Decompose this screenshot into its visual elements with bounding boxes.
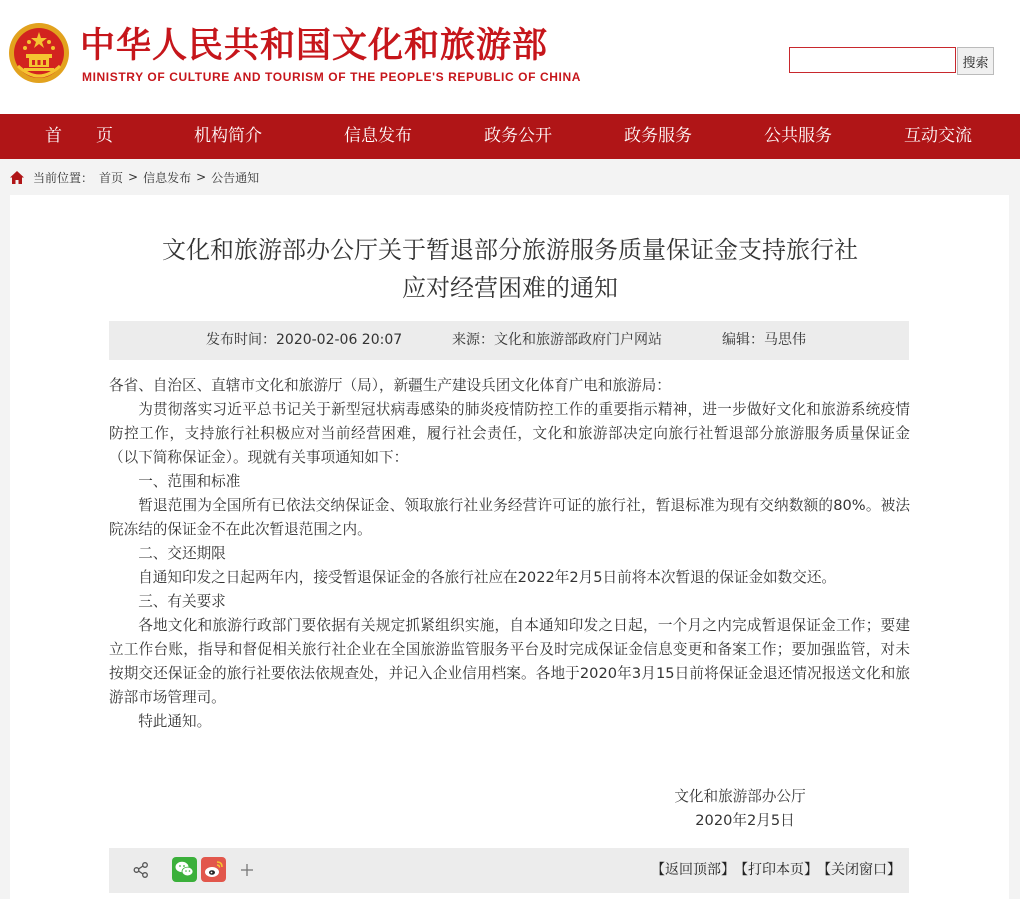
article-title <box>110 231 910 307</box>
section-heading: 三、有关要求 <box>138 593 226 610</box>
closing: 特此通知。 <box>138 713 212 730</box>
article-source: 来源：文化和旅游部政府门户网站 <box>452 332 662 348</box>
breadcrumb-separator: > <box>196 170 207 184</box>
nav-item-government-affairs[interactable]: 政务公开 <box>484 126 552 146</box>
paragraph: 自通知印发之日起两年内，接受暂退保证金的各旅行社应在2022年2月5日前将本次暂退的保证金如数交还。 <box>138 569 837 586</box>
more-share-icon[interactable] <box>241 864 253 876</box>
search-input[interactable] <box>789 47 956 73</box>
section-heading: 一、范围和标准 <box>138 473 241 490</box>
site-title: 中华人民共和国文化和旅游部 <box>80 26 549 66</box>
print-page-link[interactable]: 【打印本页】 <box>741 862 818 878</box>
share-icon[interactable] <box>133 862 149 878</box>
paragraph: 暂退范围为全国所有已依法交纳保证金、领取旅行社业务经营许可证的旅行社，暂退标准为现有交纳数额的80%。被法院冻结的保证金不在此次暂退范围之内。 <box>109 497 910 538</box>
nav-item-home[interactable]: 首 页 <box>45 126 113 146</box>
article-title-line2: 应对经营困难的通知 <box>402 274 618 302</box>
site-subtitle: MINISTRY OF CULTURE AND TOURISM OF THE PEOPLE'S REPUBLIC OF CHINA <box>82 70 581 84</box>
signature: 文化和旅游部办公厅 <box>674 788 806 805</box>
breadcrumb-notices[interactable]: 公告通知 <box>211 170 260 185</box>
nav-item-organization[interactable]: 机构简介 <box>194 126 262 146</box>
breadcrumb-news[interactable]: 信息发布 <box>143 170 192 185</box>
nav-item-public-services[interactable]: 公共服务 <box>764 126 832 146</box>
site-header <box>0 0 1020 114</box>
share-bar <box>109 848 909 893</box>
section-heading: 二、交还期限 <box>138 545 226 562</box>
main-nav <box>0 114 1020 159</box>
close-window-link[interactable]: 【关闭窗口】 <box>824 862 901 878</box>
paragraph: 为贯彻落实习近平总书记关于新型冠状病毒感染的肺炎疫情防控工作的重要指示精神，进一步做好文化和旅游系统疫情防控工作，支持旅行社积极应对当前经营困难，履行社会责任，文化和旅游部决定向旅行社暂退部分旅游服务质量保证金（以下简称保证金）。现就有关事项通知如下： <box>109 401 910 466</box>
breadcrumb-prefix: 当前位置： <box>33 170 94 185</box>
breadcrumb-separator: > <box>128 170 139 184</box>
weibo-icon[interactable] <box>201 857 226 882</box>
publish-time: 发布时间：2020-02-06 20:07 <box>206 332 403 348</box>
nav-item-news[interactable]: 信息发布 <box>344 126 412 146</box>
article-title-line1: 文化和旅游部办公厅关于暂退部分旅游服务质量保证金支持旅行社 <box>162 236 858 264</box>
signature-date: 2020年2月5日 <box>695 812 795 829</box>
breadcrumb-home[interactable]: 首页 <box>99 170 124 185</box>
article-body <box>109 374 910 734</box>
salutation: 各省、自治区、直辖市文化和旅游厅（局），新疆生产建设兵团文化体育广电和旅游局： <box>109 377 671 394</box>
back-to-top-link[interactable]: 【返回顶部】 <box>651 862 735 878</box>
search-button[interactable]: 搜索 <box>957 47 994 75</box>
national-emblem-icon <box>8 20 70 86</box>
article-card <box>10 195 1009 899</box>
breadcrumb <box>10 159 1010 195</box>
article-meta <box>109 321 909 360</box>
article-editor: 编辑：马思伟 <box>722 332 806 348</box>
nav-item-interaction[interactable]: 互动交流 <box>904 126 972 146</box>
page-actions <box>645 848 901 893</box>
nav-item-government-services[interactable]: 政务服务 <box>624 126 692 146</box>
wechat-icon[interactable] <box>172 857 197 882</box>
paragraph: 各地文化和旅游行政部门要依据有关规定抓紧组织实施，自本通知印发之日起，一个月之内完成暂退保证金工作；要建立工作台账，指导和督促相关旅行社企业在全国旅游监管服务平台及时完成保证金信息变更和备案工作；要加强监管，对未按期交还保证金的旅行社要依法依规查处，并记入企业信用档案。各地于2020年3月15日前将保证金退还情况报送文化和旅游部市场管理司。 <box>109 617 910 706</box>
home-icon <box>10 171 24 184</box>
